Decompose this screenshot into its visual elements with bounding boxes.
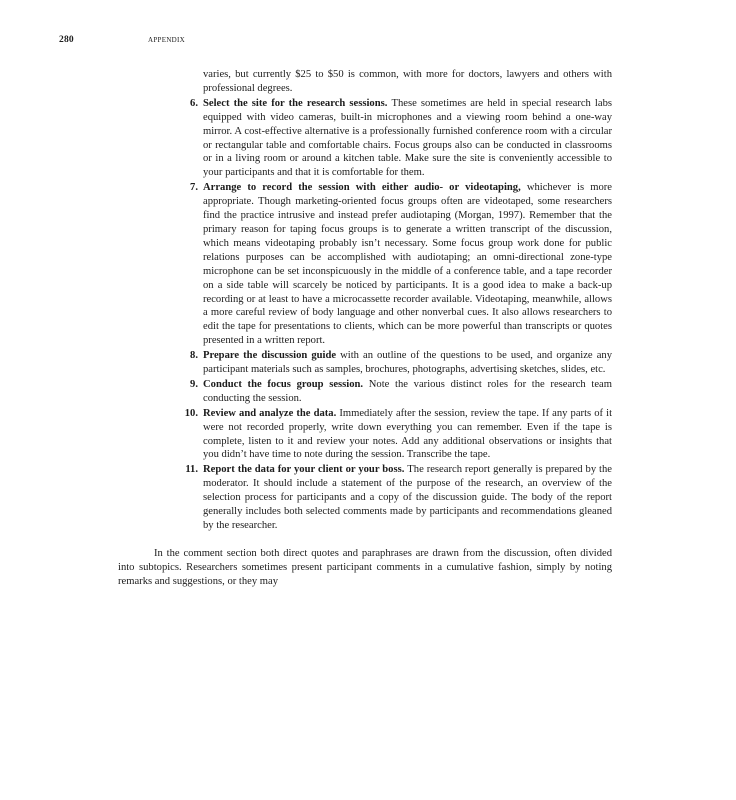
step-body: with an outline of the questions to be used, and organize any participant materials such as samples, brochures, photographs, advertising sketches, slides, etc.	[203, 350, 612, 376]
page-number: 280	[59, 35, 74, 45]
steps-list	[118, 97, 612, 533]
continued-paragraph: varies, but currently $25 to $50 is common, with more for doctors, lawyers and others with professional degrees.	[203, 69, 612, 94]
step-number: 7.	[190, 182, 198, 194]
step-body: Note the various distinct roles for the research team conducting the session.	[203, 378, 613, 404]
step-number: 10.	[184, 407, 198, 419]
step-heading: Prepare the discussion guide	[203, 350, 341, 362]
step-item	[118, 97, 612, 180]
step-item	[118, 349, 612, 377]
body-text	[118, 68, 612, 589]
step-item	[118, 378, 612, 406]
step-number: 11.	[185, 464, 198, 476]
step-heading: Review and analyze the data.	[203, 407, 340, 419]
step-body: The research report generally is prepared by the moderator. It should include a statement of the purpose of the research, an overview of the selection process for participants and a copy of the discussion guide. The body of the report generally includes both selected comments made by participants and recommendations gleaned by the researcher.	[203, 464, 612, 531]
step-body: Immediately after the session, review the tape. If any parts of it were not recorded properly, write down everything you can remember. Even if the tape is complete, listen to it and review your notes. Add any additional observations or insights that you didn’t have time to note during the session. Transcribe the tape.	[203, 407, 613, 461]
step-item	[118, 181, 612, 348]
section-title: APPENDIX	[148, 36, 186, 44]
step-number: 6.	[190, 97, 198, 109]
step-number: 9.	[190, 378, 198, 390]
step-heading: Report the data for your client or your boss.	[203, 464, 408, 476]
step-body: whichever is more appropriate. Though marketing-oriented focus groups often are videotaped, some researchers find the practice intrusive and instead prefer audiotaping (Morgan, 1997). Remember that the primary reason for taping focus groups is to generate a written transcript of the discussion, which means videotaping probably isn’t necessary. Some focus group work done for public relations purposes can be accomplished with audiotaping; an omni-directional zone-type microphone can be set inconspicuously in the middle of a conference table, and a tape recorder on a side table will scarcely be noticed by participants. It is a good idea to make a back-up recording or at least to have a microcassette recorder available. Videotaping, meanwhile, allows a more careful review of body language and other nonverbal cues. It also allows researchers to edit the tape for presentations to clients, which can be more powerful than transcripts or quotes presented in a written report.	[203, 182, 612, 347]
step-heading: Select the site for the research sessions.	[203, 97, 392, 109]
step-item	[118, 463, 612, 533]
closing-paragraph: In the comment section both direct quotes and paraphrases are drawn from the discussion, often divided into subtopics. Researchers sometimes present participant comments in a cumulative fashion, simply by noting remarks and suggestions, or they may	[118, 547, 612, 587]
step-heading: Arrange to record the session with either audio- or videotaping,	[203, 182, 527, 194]
step-number: 8.	[190, 350, 198, 362]
step-item	[118, 407, 612, 463]
step-body: These sometimes are held in special research labs equipped with video cameras, built-in microphones and a viewing room behind a one-way mirror. A cost-effective alternative is a professionally furnished conference room with a circular or rectangular table and comfortable chairs. Focus groups also can be conducted in classrooms or in a living room or around a kitchen table. Make sure the site is conveniently accessible to your participants and that it is comfortable for them.	[203, 97, 612, 179]
step-heading: Conduct the focus group session.	[203, 378, 369, 390]
running-header	[59, 35, 679, 49]
